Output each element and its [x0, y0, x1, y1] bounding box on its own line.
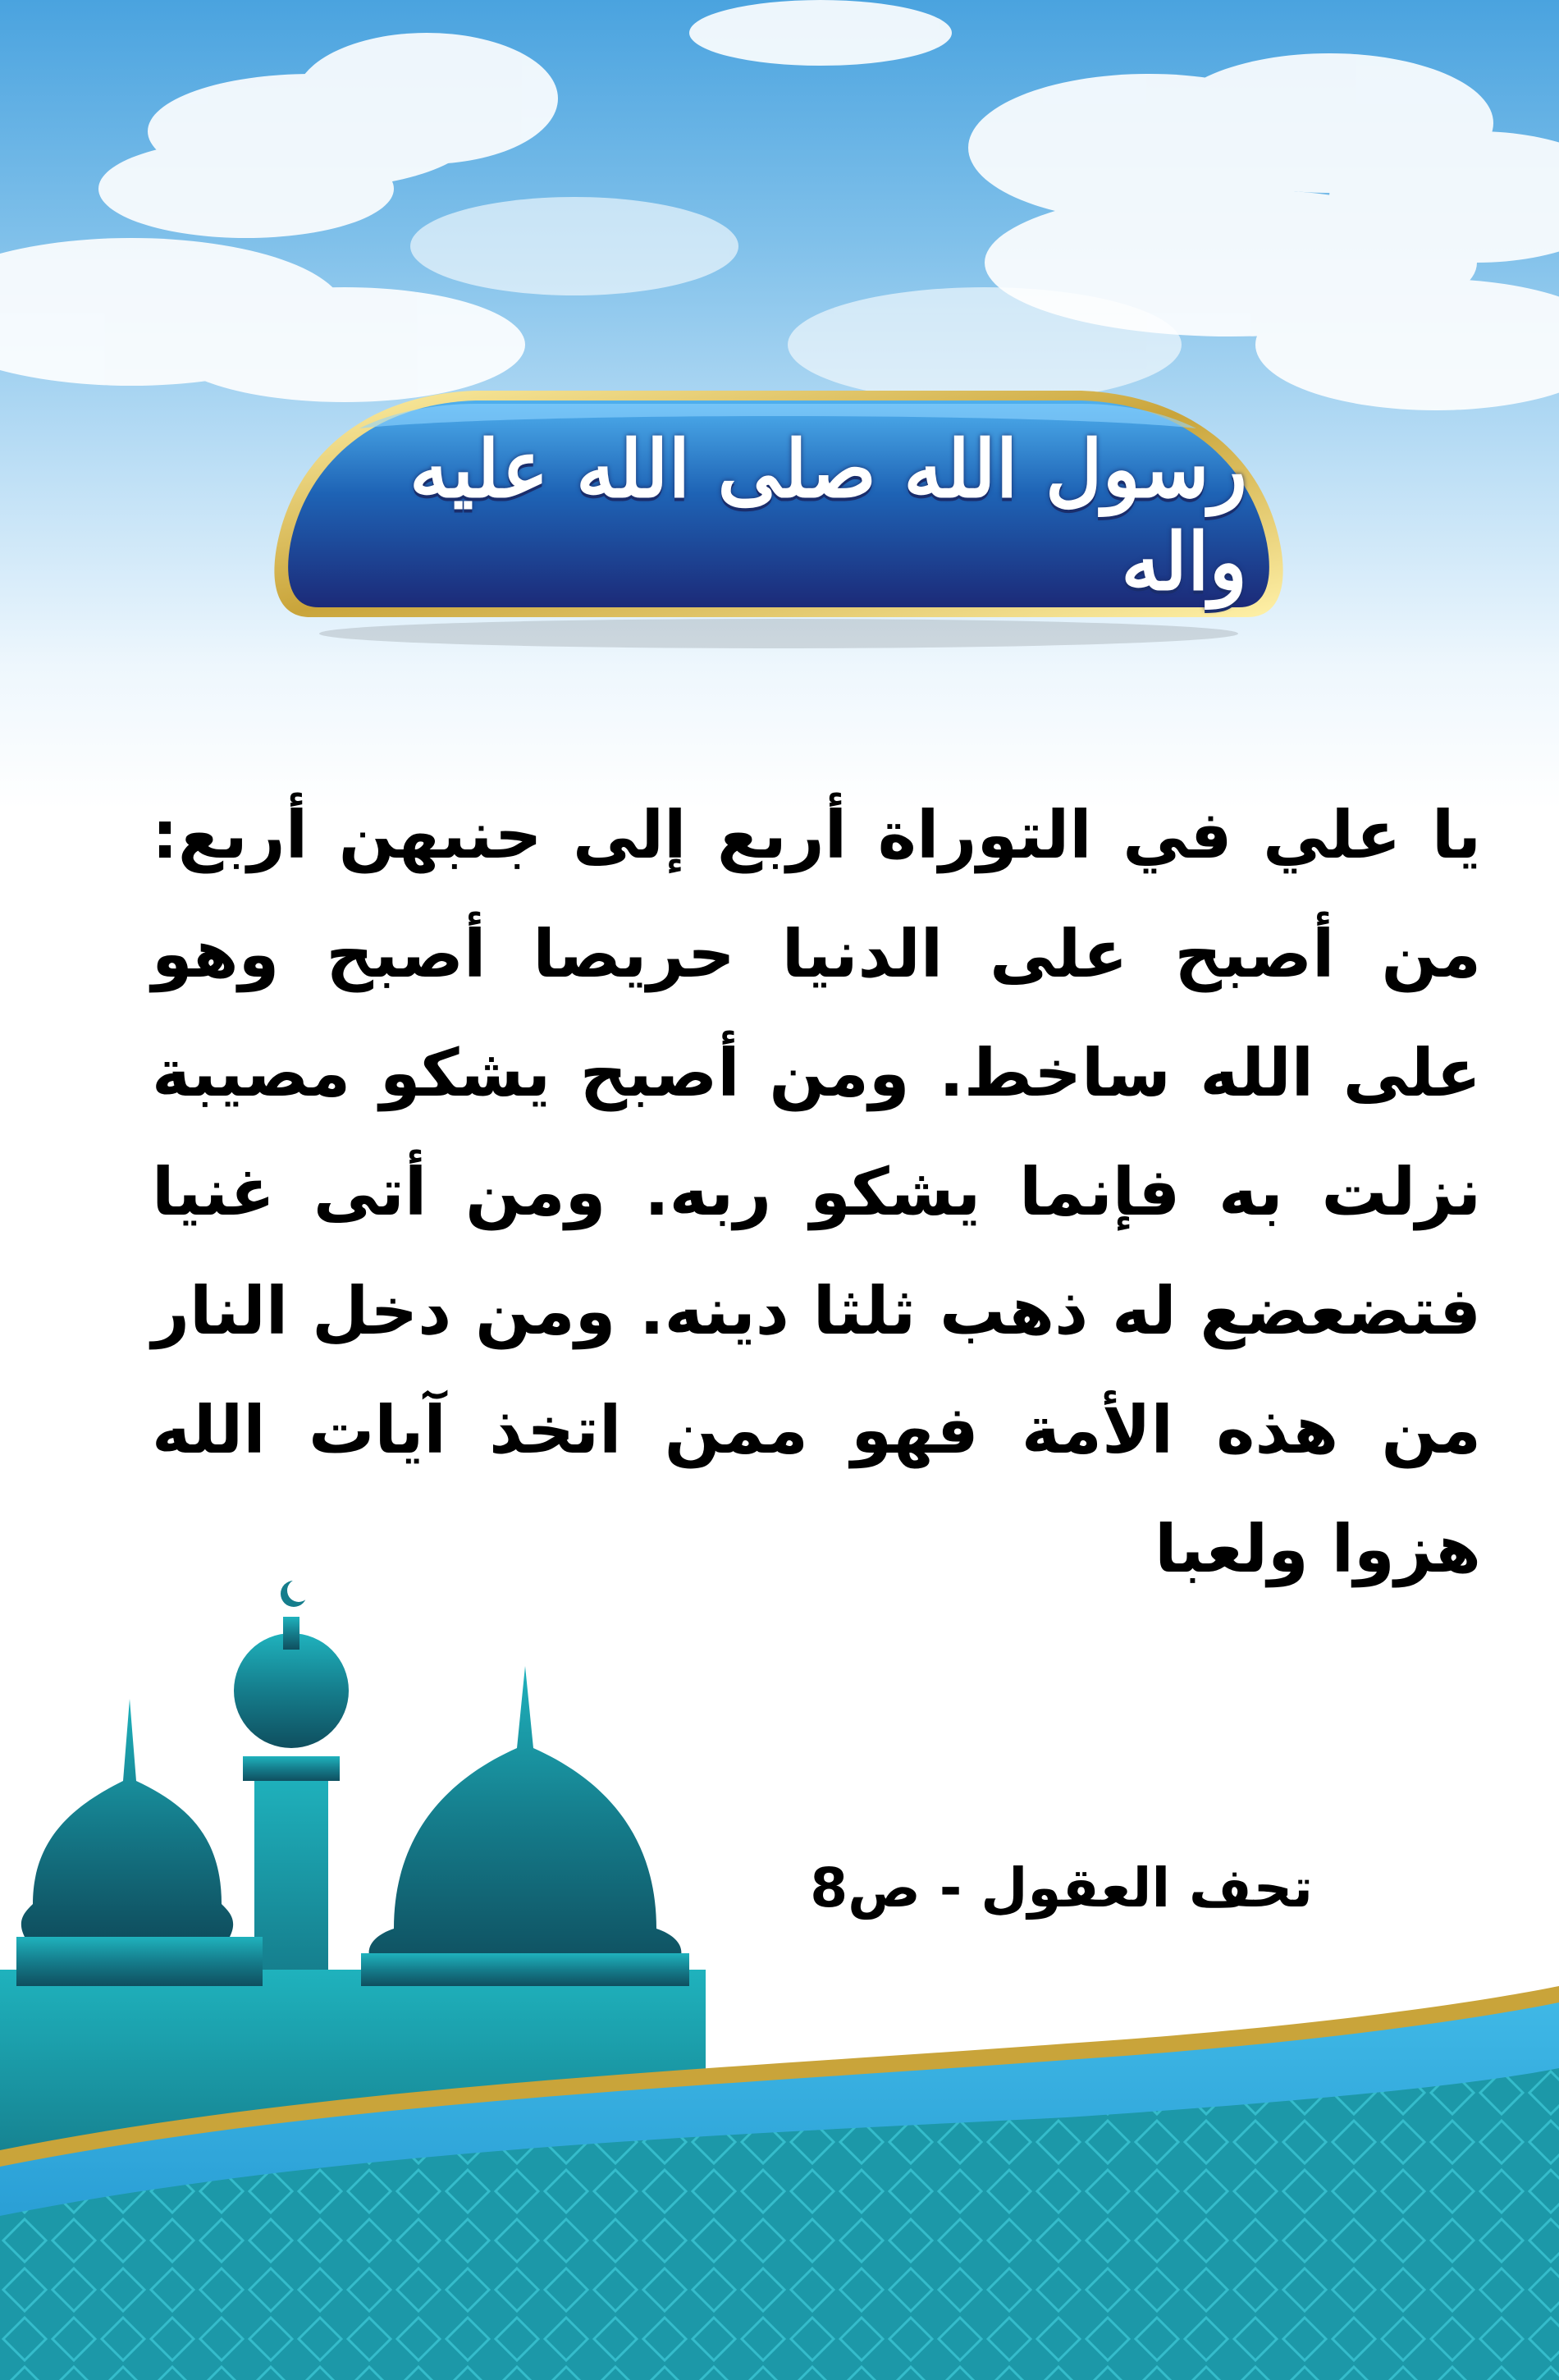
source-reference: تحف العقول - ص8 — [810, 1856, 1313, 1920]
hadith-text: يا علي في التوراة أربع إلى جنبهن أربع: من أصبح على الدنيا حريصا أصبح وهو على الله ساخط. ومن أصبح يشكو مصيبة نزلت به فإنما يشكو ربه. ومن أتى غنيا فتضعضع له ذهب ثلثا دينه. ومن دخل النار من هذه الأمة فهو ممن اتخذ آيات الله هزوا ولعبا — [152, 797, 1481, 1587]
banner-title: رسول الله صلى الله عليه واله — [409, 423, 1247, 608]
footer-wave — [0, 1970, 1559, 2380]
title-banner — [261, 379, 1296, 652]
crescent-icon — [281, 1579, 310, 1607]
